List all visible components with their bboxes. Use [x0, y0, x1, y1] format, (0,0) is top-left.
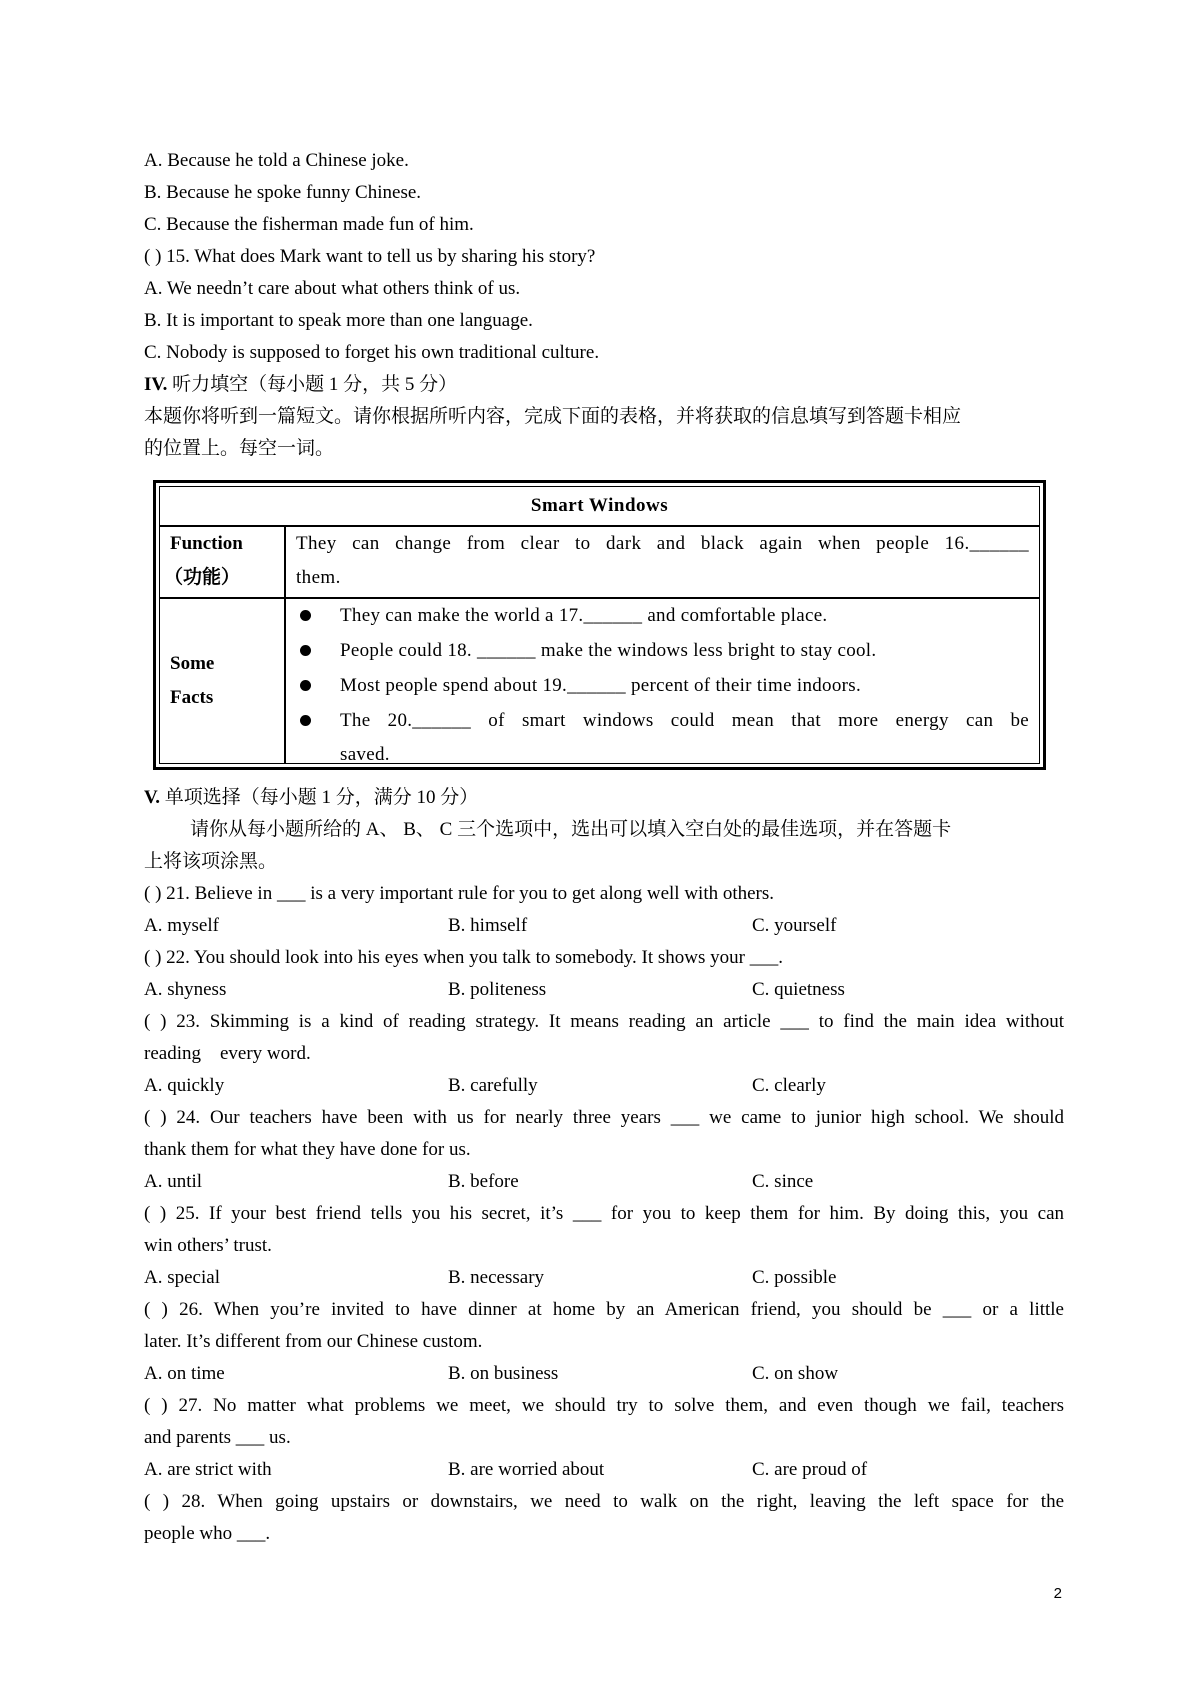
option-line: A. We needn’t care about what others think of us.: [144, 278, 521, 299]
fact-item: People could 18. ______ make the windows less bright to stay cool.: [340, 640, 877, 661]
facts-label: Facts: [170, 687, 214, 708]
answer-option-b: B. on business: [448, 1363, 559, 1384]
option-line: A. Because he told a Chinese joke.: [144, 150, 409, 171]
answer-option-a: A. on time: [144, 1363, 225, 1384]
answer-option-a: A. shyness: [144, 979, 227, 1000]
bullet-icon: [300, 680, 311, 691]
section-instruction: 的位置上。每空一词。: [144, 438, 335, 459]
fact-item-cont: saved.: [340, 744, 390, 765]
facts-label: Some: [170, 653, 215, 674]
bullet-icon: [300, 645, 311, 656]
function-text-cont: them.: [296, 567, 341, 588]
option-line: B. It is important to speak more than one language.: [144, 310, 533, 331]
section-number: IV.: [144, 374, 168, 395]
section-number: V.: [144, 787, 161, 808]
answer-option-b: B. himself: [448, 915, 528, 936]
answer-option-c: C. on show: [752, 1363, 839, 1384]
answer-option-a: A. myself: [144, 915, 219, 936]
section-instruction: 请你从每小题所给的 A、 B、 C 三个选项中，选出可以填入空白处的最佳选项，并在答题卡: [190, 819, 952, 840]
section-instruction: 上将该项涂黑。: [144, 851, 278, 872]
option-line: C. Nobody is supposed to forget his own traditional culture.: [144, 342, 600, 363]
question-stem: ( ) 28. When going upstairs or downstairs, we need to walk on the right, leaving the left space for the: [144, 1491, 1064, 1512]
section-title: 单项选择（每小题 1 分，满分 10 分）: [164, 787, 479, 808]
function-label: Function: [170, 533, 243, 554]
answer-option-a: A. quickly: [144, 1075, 225, 1096]
answer-option-c: C. possible: [752, 1267, 837, 1288]
answer-option-c: C. since: [752, 1171, 814, 1192]
question-stem: ( ) 22. You should look into his eyes when you talk to somebody. It shows your ___.: [144, 947, 783, 968]
question-stem-cont: later. It’s different from our Chinese custom.: [144, 1331, 483, 1352]
question-stem: ( ) 24. Our teachers have been with us for nearly three years ___ we came to junior high school. We should: [144, 1107, 1064, 1128]
function-label-cn: （功能）: [164, 567, 241, 588]
answer-option-b: B. are worried about: [448, 1459, 605, 1480]
answer-option-b: B. necessary: [448, 1267, 545, 1288]
question-stem-cont: reading every word.: [144, 1043, 311, 1064]
question-stem-cont: thank them for what they have done for us.: [144, 1139, 471, 1160]
table-row-facts: [160, 599, 1039, 763]
answer-option-a: A. special: [144, 1267, 220, 1288]
question-stem: ( ) 25. If your best friend tells you his secret, it’s ___ for you to keep them for him. By doing this, you can: [144, 1203, 1064, 1224]
answer-option-a: A. are strict with: [144, 1459, 272, 1480]
question-stem-cont: win others’ trust.: [144, 1235, 272, 1256]
question-stem-cont: and parents ___ us.: [144, 1427, 291, 1448]
page-number: 2: [1053, 1585, 1062, 1602]
section-title: 听力填空（每小题 1 分，共 5 分）: [172, 374, 458, 395]
fact-item: Most people spend about 19.______ percent of their time indoors.: [340, 675, 862, 696]
table-row-function: [160, 527, 1039, 599]
answer-option-c: C. are proud of: [752, 1459, 868, 1480]
bullet-icon: [300, 715, 311, 726]
question-stem: ( ) 23. Skimming is a kind of reading strategy. It means reading an article ___ to find the main idea without: [144, 1011, 1064, 1032]
section-instruction: 本题你将听到一篇短文。请你根据所听内容，完成下面的表格，并将获取的信息填写到答题卡相应: [144, 406, 962, 427]
question-stem: ( ) 21. Believe in ___ is a very important rule for you to get along well with others.: [144, 883, 775, 904]
option-line: B. Because he spoke funny Chinese.: [144, 182, 422, 203]
smart-windows-table: [153, 480, 1046, 770]
question-stem: ( ) 15. What does Mark want to tell us by sharing his story?: [144, 246, 596, 267]
question-stem-cont: people who ___.: [144, 1523, 271, 1544]
option-line: C. Because the fisherman made fun of him.: [144, 214, 474, 235]
answer-option-b: B. politeness: [448, 979, 547, 1000]
question-stem: ( ) 27. No matter what problems we meet, we should try to solve them, and even though we fail, teachers: [144, 1395, 1064, 1416]
function-text: They can change from clear to dark and black again when people 16.______: [296, 533, 1029, 554]
fact-item: They can make the world a 17.______ and comfortable place.: [340, 605, 828, 626]
answer-option-b: B. before: [448, 1171, 519, 1192]
section-heading: [144, 373, 1064, 397]
table-title: Smart Windows: [160, 487, 1039, 527]
section-heading: [144, 786, 1064, 810]
answer-option-c: C. clearly: [752, 1075, 826, 1096]
question-stem: ( ) 26. When you’re invited to have dinner at home by an American friend, you should be ___ or a little: [144, 1299, 1064, 1320]
fact-item: The 20.______ of smart windows could mean that more energy can be: [340, 710, 1029, 731]
answer-option-c: C. quietness: [752, 979, 845, 1000]
answer-option-b: B. carefully: [448, 1075, 538, 1096]
answer-option-a: A. until: [144, 1171, 203, 1192]
bullet-icon: [300, 610, 311, 621]
answer-option-c: C. yourself: [752, 915, 837, 936]
